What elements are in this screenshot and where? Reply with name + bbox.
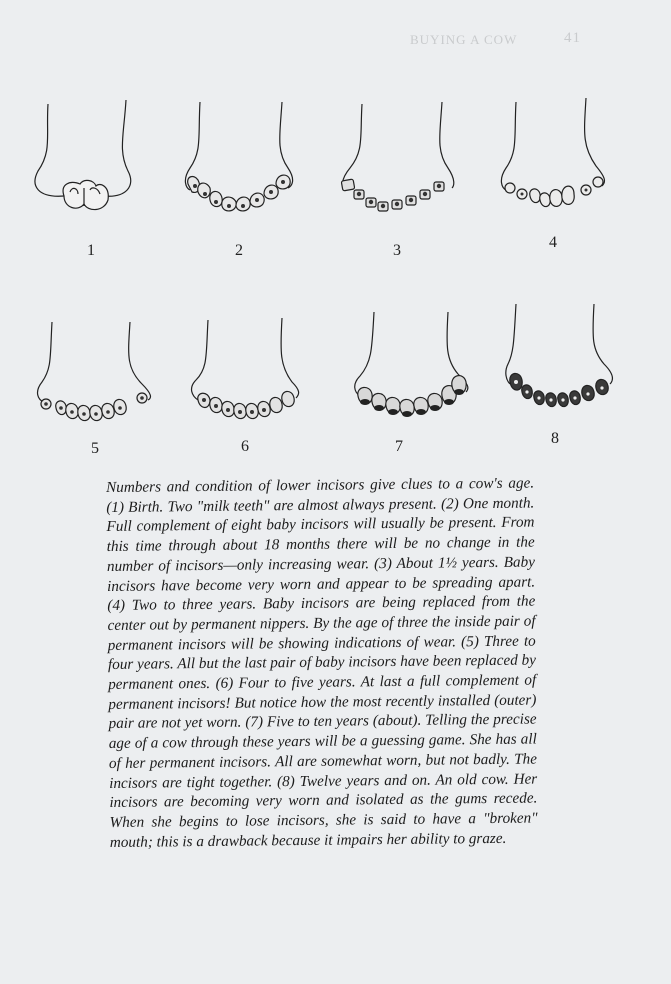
jaw-drawing-5 bbox=[28, 316, 178, 456]
incisor-figure-3 bbox=[330, 96, 480, 286]
incisor-figure-1 bbox=[28, 96, 178, 286]
page-number: 41 bbox=[564, 30, 581, 46]
figure-number: 7 bbox=[395, 438, 403, 455]
figure-number: 6 bbox=[241, 438, 249, 455]
jaw-drawing-7 bbox=[346, 312, 496, 452]
running-title: BUYING A COW bbox=[410, 32, 518, 47]
jaw-drawing-4 bbox=[494, 96, 644, 236]
incisor-figure-4 bbox=[494, 96, 644, 286]
figure-number: 5 bbox=[91, 440, 99, 457]
figure-number: 2 bbox=[235, 242, 243, 259]
figure-number: 4 bbox=[549, 234, 557, 251]
page-header bbox=[400, 30, 660, 50]
figure-number: 3 bbox=[393, 242, 401, 259]
jaw-drawing-2 bbox=[180, 96, 330, 236]
figure-caption: Numbers and condition of lower incisors give clues to a cow's age. (1) Birth. Two "milk teeth" are almost always present. (2) One month. Full complement of eight baby incisors will usually be present. From this time through about 18 months there will be no change in the number of incisors—only increasing wear. (3) About 1½ years. Baby incisors have become very worn and appear to be spreading apart. (4) Two to three years. Baby incisors are being replaced from the center out by permanent nippers. By the age of three the inside pair of permanent incisors will be showing indications of wear. (5) Three to four years. All but the last pair of baby incisors have been replaced by permanent ones. (6) Four to five years. At last a full complement of permanent incisors! But notice how the most recently installed (outer) pair are not yet worn. (7) Five to ten years (about). Telling the precise age of a cow through these years will be a guessing game. She has all of her permanent incisors. All are somewhat worn, but not badly. The incisors are tight together. (8) Twelve years and on. An old cow. Her incisors are becoming very worn and isolated as the gums recede. When she begins to lose incisors, she is said to have a "broken" mouth; this is a drawback because it impairs her ability to graze. bbox=[106, 474, 538, 851]
jaw-drawing-3 bbox=[330, 96, 480, 236]
jaw-drawing-1 bbox=[28, 96, 178, 236]
incisor-figure-2 bbox=[180, 96, 330, 286]
figure-number: 8 bbox=[551, 430, 559, 447]
incisor-figure-8 bbox=[500, 300, 650, 490]
jaw-drawing-6 bbox=[180, 316, 330, 456]
jaw-drawing-8 bbox=[500, 300, 650, 440]
figure-number: 1 bbox=[87, 242, 95, 259]
